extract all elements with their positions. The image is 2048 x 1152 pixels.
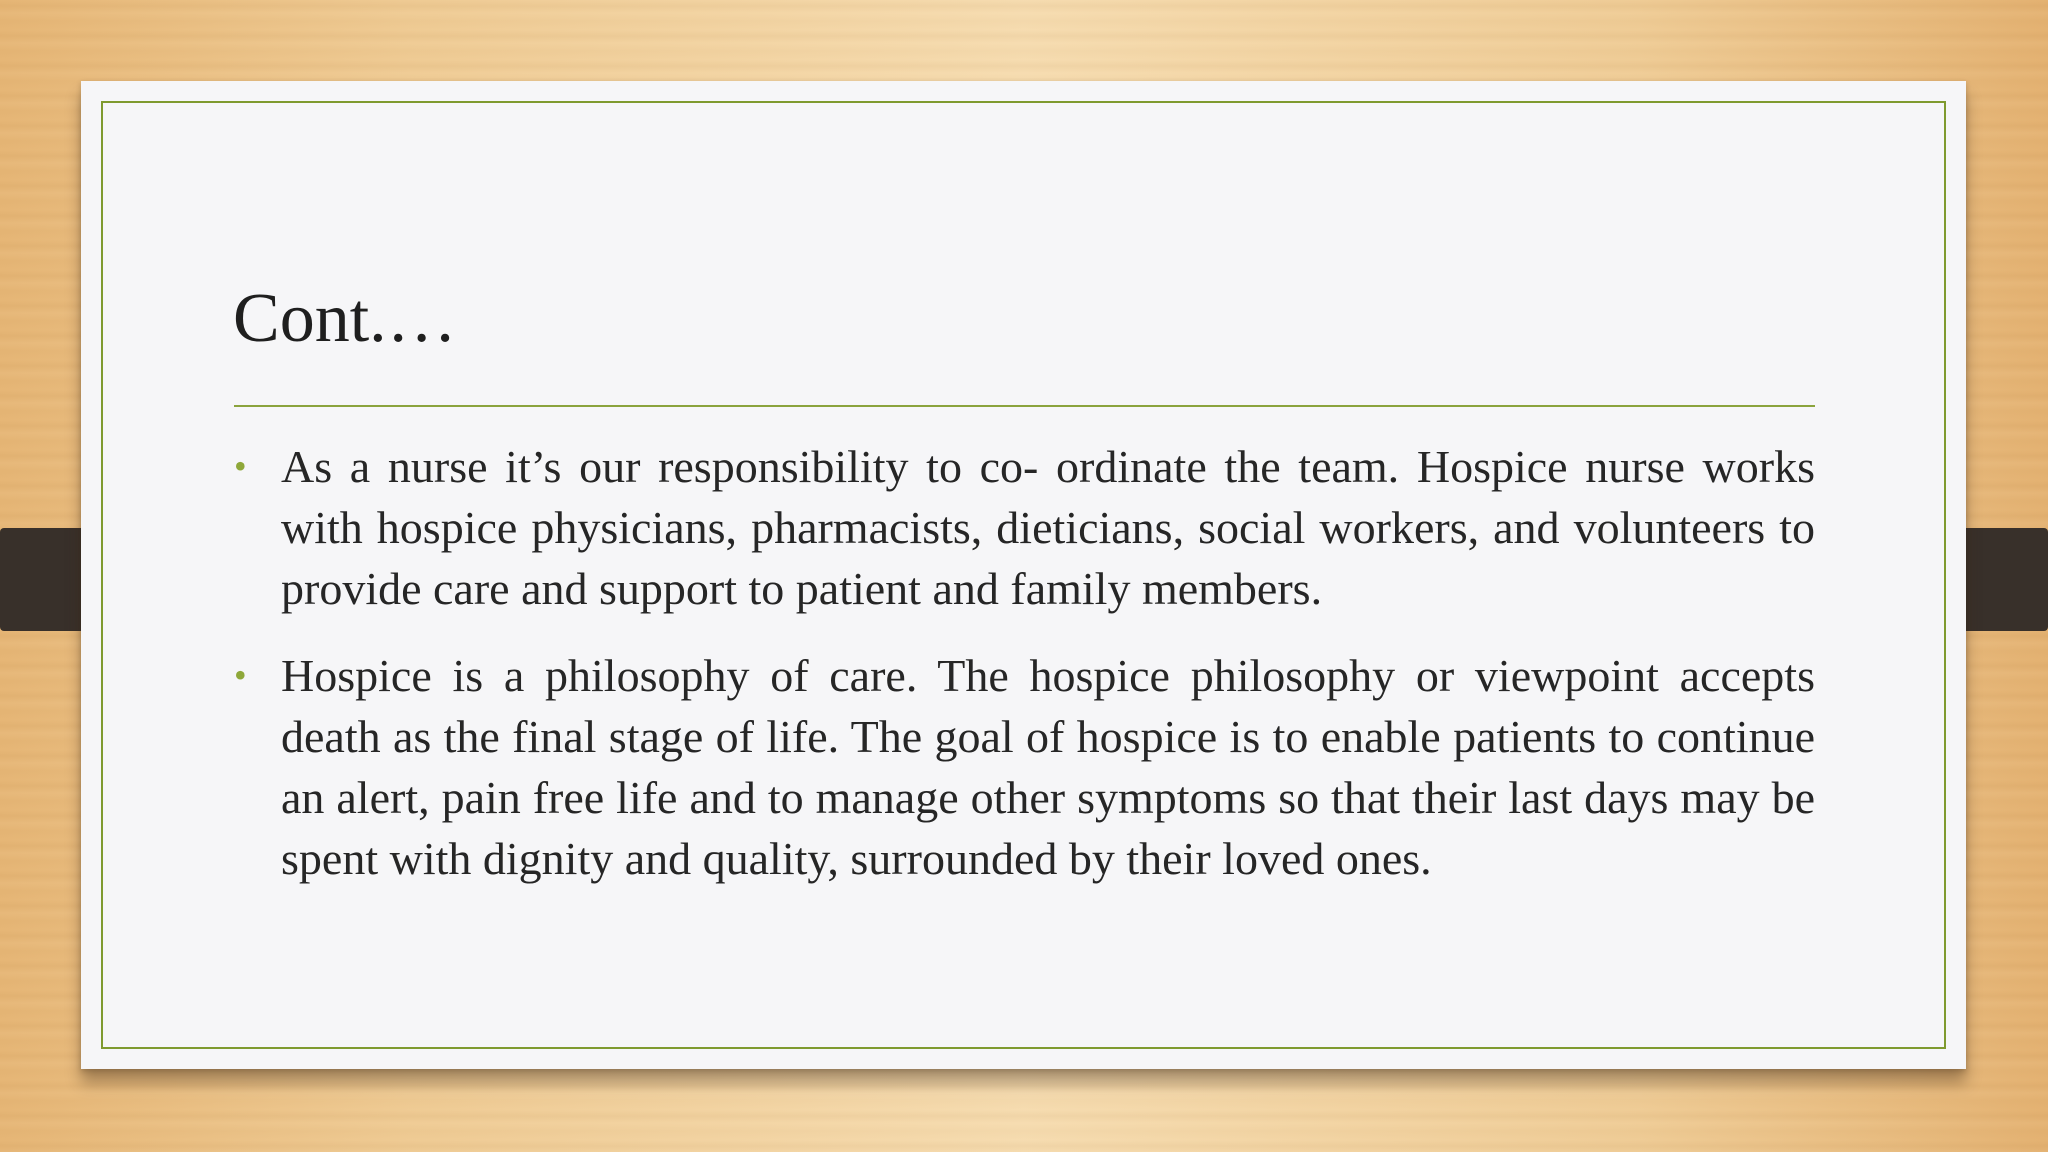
slide-card — [81, 81, 1966, 1069]
bullet-item — [234, 645, 1815, 889]
slide-title: Cont.… — [233, 280, 457, 357]
bullet-list — [234, 436, 1815, 915]
title-divider — [234, 405, 1815, 407]
bullet-icon: • — [234, 446, 247, 486]
bullet-item — [234, 436, 1815, 619]
bullet-text: As a nurse it’s our responsibility to co- ordinate the team. Hospice nurse works with hospice physicians, pharmacists, dieticians, social workers, and volunteers to provide care and support to patient and family members. — [281, 441, 1815, 614]
bullet-icon: • — [234, 655, 247, 695]
bullet-text: Hospice is a philosophy of care. The hospice philosophy or viewpoint accepts death as the final stage of life. The goal of hospice is to enable patients to continue an alert, pain free life and to manage other symptoms so that their last days may be spent with dignity and quality, surrounded by their loved ones. — [281, 650, 1815, 884]
